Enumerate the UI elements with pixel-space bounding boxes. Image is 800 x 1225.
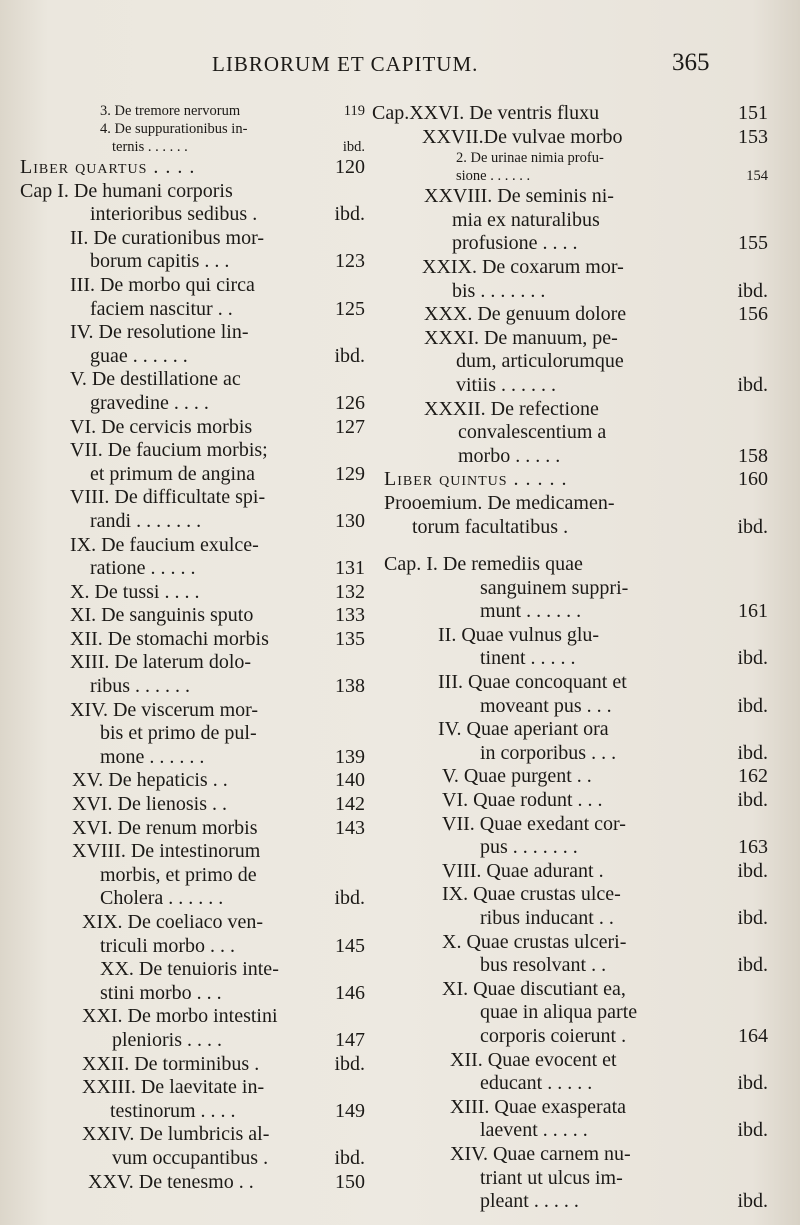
entry-title: dum, articulorumque (456, 350, 624, 373)
right-entry (372, 468, 768, 492)
entry-title: educant . . . . . (480, 1072, 593, 1095)
entry-page-number: 132 (335, 580, 365, 603)
entry-title: bus resolvant . . (480, 954, 607, 977)
entry-title: IV. Quae aperiant ora (438, 718, 609, 741)
entry-title: X. De tussi . . . . (70, 580, 200, 603)
entry-title: XXXII. De refectione (424, 397, 599, 420)
entry-page-number: 158 (738, 444, 768, 467)
entry-title: XX. De tenuioris inte- (100, 958, 279, 981)
entry-page-number: 120 (335, 156, 365, 178)
entry-page-number: 139 (335, 745, 365, 768)
left-entry (20, 935, 365, 959)
left-entry (20, 298, 365, 322)
entry-title: Cap I. De humani corporis (20, 179, 233, 202)
entry-title: stini morbo . . . (100, 981, 222, 1004)
entry-title: XXI. De morbo intestini (82, 1005, 278, 1028)
entry-page-number: 153 (738, 125, 768, 148)
entry-page-number: ibd. (737, 1190, 768, 1213)
left-entry (20, 628, 365, 652)
left-entry (20, 203, 365, 227)
entry-title: Liber quintus . . . . . (384, 468, 568, 491)
entry-page-number: 123 (335, 250, 365, 273)
right-entry (372, 232, 768, 256)
entry-title: XVI. De lienosis . . (72, 793, 227, 816)
entry-page-number: 164 (738, 1024, 768, 1047)
entry-title: XIV. De viscerum mor- (70, 698, 259, 721)
left-entry (20, 534, 365, 558)
entry-title: bis . . . . . . . (452, 279, 546, 302)
entry-title: XI. Quae discutiant ea, (442, 977, 626, 1000)
left-entry (20, 1123, 365, 1147)
entry-title: XXVIII. De seminis ni- (424, 185, 614, 208)
left-entry (20, 982, 365, 1006)
left-entry (20, 1053, 365, 1077)
entry-page-number: 163 (738, 836, 768, 859)
right-entry (372, 860, 768, 884)
left-entry (20, 321, 365, 345)
entry-page-number: 162 (738, 765, 768, 788)
entry-title: corporis coierunt . (480, 1024, 627, 1047)
left-entry (20, 102, 365, 120)
entry-title: II. Quae vulnus glu- (438, 623, 600, 646)
entry-title: VIII. De difficultate spi- (70, 486, 266, 509)
entry-page-number: ibd. (737, 279, 768, 302)
entry-title: in corporibus . . . (480, 741, 617, 764)
entry-title: XIII. Quae exasperata (450, 1095, 627, 1118)
entry-page-number: 126 (335, 391, 365, 414)
entry-title: et primum de angina (90, 462, 255, 485)
right-entry (372, 789, 768, 813)
entry-title: 2. De urinae nimia profu- (456, 150, 604, 167)
right-entry (372, 907, 768, 931)
entry-title: laevent . . . . . (480, 1119, 588, 1142)
right-entry (372, 350, 768, 374)
entry-title: pleant . . . . . (480, 1190, 579, 1213)
entry-title: XVIII. De intestinorum (72, 840, 261, 863)
left-entry (20, 120, 365, 138)
left-entry (20, 746, 365, 770)
entry-title: VI. De cervicis morbis (70, 415, 253, 438)
entry-title: Liber quartus . . . . (20, 156, 196, 178)
index-column-right (372, 102, 768, 1214)
right-entry (372, 765, 768, 789)
left-entry (20, 416, 365, 440)
right-entry (372, 553, 768, 577)
right-entry (372, 126, 768, 150)
left-entry (20, 392, 365, 416)
entry-title: IV. De resolutione lin- (70, 321, 249, 344)
right-entry (372, 185, 768, 209)
entry-title: XXVII.De vulvae morbo (422, 125, 623, 148)
right-entry (372, 149, 768, 167)
entry-title: munt . . . . . . (480, 600, 582, 623)
right-entry (372, 374, 768, 398)
entry-page-number: 119 (343, 103, 365, 119)
left-entry (20, 510, 365, 534)
entry-title: IX. De faucium exulce- (70, 533, 259, 556)
right-entry (372, 516, 768, 540)
entry-title: II. De curationibus mor- (70, 226, 264, 249)
entry-page-number: 156 (738, 303, 768, 326)
entry-title: morbis, et primo de (100, 863, 257, 886)
entry-title: Cap.XXVI. De ventris fluxu (372, 102, 600, 124)
entry-title: XXIV. De lumbricis al- (82, 1123, 270, 1146)
entry-title: interioribus sedibus . (90, 203, 258, 226)
entry-page-number: 145 (335, 934, 365, 957)
entry-title: sione . . . . . . (456, 168, 531, 185)
left-entry (20, 180, 365, 204)
entry-page-number: ibd. (737, 789, 768, 812)
entry-title: XII. Quae evocent et (450, 1048, 617, 1071)
entry-title: sanguinem suppri- (480, 576, 629, 599)
left-entry (20, 274, 365, 298)
right-entry (372, 1119, 768, 1143)
entry-title: VIII. Quae adurant . (442, 859, 604, 882)
entry-page-number: 160 (738, 468, 768, 491)
entry-title: randi . . . . . . . (90, 509, 202, 532)
entry-title: XV. De hepaticis . . (72, 769, 228, 792)
entry-page-number: 131 (335, 557, 365, 580)
entry-title: mia ex naturalibus (452, 208, 600, 231)
entry-title: XXII. De torminibus . (82, 1052, 260, 1075)
entry-page-number: ibd. (334, 1146, 365, 1169)
entry-page-number: ibd. (737, 859, 768, 882)
entry-title: XXIX. De coxarum mor- (422, 255, 624, 278)
entry-title: XIX. De coeliaco ven- (82, 911, 264, 933)
left-entry (20, 675, 365, 699)
entry-page-number: ibd. (334, 344, 365, 367)
entry-title: testinorum . . . . (110, 1099, 236, 1122)
entry-page-number: ibd. (737, 741, 768, 764)
right-entry (372, 256, 768, 280)
right-entry (372, 647, 768, 671)
right-entry (372, 836, 768, 860)
entry-title: torum facultatibus . (412, 515, 569, 538)
entry-title: quae in aliqua parte (480, 1001, 638, 1024)
entry-title: XII. De stomachi morbis (70, 627, 269, 650)
entry-page-number: 135 (335, 627, 365, 650)
entry-title: VII. De faucium morbis; (70, 439, 268, 462)
entry-title: III. De morbo qui circa (70, 273, 255, 296)
left-entry (20, 581, 365, 605)
entry-page-number: ibd. (334, 203, 365, 226)
entry-title: VI. Quae rodunt . . . (442, 789, 603, 812)
right-entry (372, 624, 768, 648)
right-entry (372, 1025, 768, 1049)
right-entry (372, 1096, 768, 1120)
left-entry (20, 1076, 365, 1100)
entry-page-number: ibd. (334, 887, 365, 910)
entry-page-number: 161 (738, 600, 768, 623)
entry-page-number: 130 (335, 509, 365, 532)
right-entry (372, 577, 768, 601)
entry-page-number: 150 (335, 1170, 365, 1193)
index-column-left (20, 102, 365, 1194)
entry-title: plenioris . . . . (112, 1028, 222, 1051)
entry-page-number: ibd. (737, 515, 768, 538)
entry-page-number: 143 (335, 816, 365, 839)
left-entry (20, 1100, 365, 1124)
entry-title: X. Quae crustas ulceri- (442, 930, 627, 953)
right-entry (372, 445, 768, 469)
entry-page-number: 142 (335, 793, 365, 816)
entry-title: gravedine . . . . (90, 391, 209, 414)
right-entry (372, 1190, 768, 1214)
entry-page-number: ibd. (737, 954, 768, 977)
entry-page-number: ibd. (737, 647, 768, 670)
left-entry (20, 250, 365, 274)
entry-page-number: ibd. (737, 1119, 768, 1142)
left-entry (20, 840, 365, 864)
left-entry (20, 722, 365, 746)
entry-title: VII. Quae exedant cor- (442, 812, 626, 835)
right-entry (372, 695, 768, 719)
left-entry (20, 864, 365, 888)
entry-page-number: ibd. (737, 907, 768, 929)
entry-title: V. De destillatione ac (70, 368, 241, 391)
entry-title: ribus . . . . . . (90, 675, 190, 698)
entry-title: XVI. De renum morbis (72, 816, 258, 839)
right-entry (372, 1001, 768, 1025)
right-entry (372, 209, 768, 233)
entry-title: ribus inducant . . (480, 907, 614, 929)
entry-page-number: 140 (335, 769, 365, 792)
entry-title: pus . . . . . . . (480, 836, 578, 859)
entry-title: ratione . . . . . (90, 557, 196, 580)
entry-title: XIII. De laterum dolo- (70, 651, 252, 674)
entry-title: triant ut ulcus im- (480, 1166, 623, 1189)
right-entry (372, 303, 768, 327)
right-entry (372, 671, 768, 695)
entry-title: XXIII. De laevitate in- (82, 1076, 265, 1099)
entry-page-number: 127 (335, 415, 365, 438)
entry-title: tinent . . . . . (480, 647, 576, 670)
right-entry (372, 1049, 768, 1073)
right-entry (372, 1072, 768, 1096)
entry-title: XXV. De tenesmo . . (88, 1170, 254, 1193)
left-entry (20, 227, 365, 251)
right-entry (372, 539, 768, 553)
entry-page-number: 147 (335, 1028, 365, 1051)
right-entry (372, 742, 768, 766)
right-entry (372, 1143, 768, 1167)
left-entry (20, 604, 365, 628)
entry-page-number: 146 (335, 981, 365, 1004)
entry-title: bis et primo de pul- (100, 722, 257, 745)
left-entry (20, 156, 365, 180)
entry-page-number: 133 (335, 604, 365, 627)
left-entry (20, 1005, 365, 1029)
right-entry (372, 327, 768, 351)
entry-title: III. Quae concoquant et (438, 671, 627, 694)
right-entry (372, 600, 768, 624)
entry-page-number: 154 (746, 168, 768, 185)
entry-page-number: 129 (335, 462, 365, 485)
entry-title: 4. De suppurationibus in- (100, 121, 248, 137)
entry-page-number: ibd. (342, 139, 365, 155)
entry-title: morbo . . . . . (458, 444, 561, 467)
right-entry (372, 492, 768, 516)
entry-page-number: 138 (335, 675, 365, 698)
entry-title: borum capitis . . . (90, 250, 230, 273)
entry-title: faciem nascitur . . (90, 297, 233, 320)
entry-title: XXXI. De manuum, pe- (424, 326, 618, 349)
entry-title: convalescentium a (458, 421, 607, 444)
entry-title: vum occupantibus . (112, 1146, 269, 1169)
right-entry (372, 421, 768, 445)
entry-title: ternis . . . . . . (112, 139, 188, 155)
entry-title: guae . . . . . . (90, 344, 188, 367)
entry-title: moveant pus . . . (480, 694, 612, 717)
entry-page-number: 151 (738, 102, 768, 124)
left-entry (20, 1171, 365, 1195)
left-entry (20, 699, 365, 723)
entry-page-number: ibd. (737, 1072, 768, 1095)
entry-title: profusione . . . . (452, 232, 578, 255)
left-entry (20, 817, 365, 841)
right-entry (372, 883, 768, 907)
entry-title: mone . . . . . . (100, 745, 205, 768)
left-entry (20, 1029, 365, 1053)
entry-title: triculi morbo . . . (100, 934, 235, 957)
left-entry (20, 911, 365, 935)
left-entry (20, 887, 365, 911)
entry-title: 3. De tremore nervorum (100, 103, 241, 119)
right-entry (372, 398, 768, 422)
entry-page-number: ibd. (737, 694, 768, 717)
running-title: LIBRORUM ET CAPITUM. (212, 52, 479, 76)
left-entry (20, 439, 365, 463)
right-entry (372, 978, 768, 1002)
right-entry (372, 167, 768, 185)
entry-title: Cholera . . . . . . (100, 887, 224, 910)
entry-title: Prooemium. De medicamen- (384, 491, 615, 514)
entry-page-number: 155 (738, 232, 768, 255)
left-entry (20, 138, 365, 156)
entry-page-number: ibd. (737, 373, 768, 396)
left-entry (20, 368, 365, 392)
right-entry (372, 954, 768, 978)
entry-page-number: ibd. (334, 1052, 365, 1075)
left-entry (20, 557, 365, 581)
left-entry (20, 793, 365, 817)
right-entry (372, 813, 768, 837)
entry-title: Cap. I. De remediis quae (384, 553, 583, 576)
entry-page-number: 149 (335, 1099, 365, 1122)
page-header (0, 49, 800, 82)
left-entry (20, 769, 365, 793)
entry-page-number: 125 (335, 297, 365, 320)
entry-title: IX. Quae crustas ulce- (442, 883, 621, 906)
left-entry (20, 486, 365, 510)
entry-title: V. Quae purgent . . (442, 765, 592, 788)
entry-title: XI. De sanguinis sputo (70, 604, 254, 627)
right-entry (372, 1167, 768, 1191)
left-entry (20, 651, 365, 675)
left-entry (20, 345, 365, 369)
right-entry (372, 280, 768, 304)
entry-title: XIV. Quae carnem nu- (450, 1142, 631, 1165)
right-entry (372, 102, 768, 126)
entry-title: XXX. De genuum dolore (424, 303, 627, 326)
page-number: 365 (672, 49, 710, 76)
entry-title: vitiis . . . . . . (456, 373, 557, 396)
right-entry (372, 718, 768, 742)
right-entry (372, 931, 768, 955)
left-entry (20, 1147, 365, 1171)
left-entry (20, 463, 365, 487)
left-entry (20, 958, 365, 982)
